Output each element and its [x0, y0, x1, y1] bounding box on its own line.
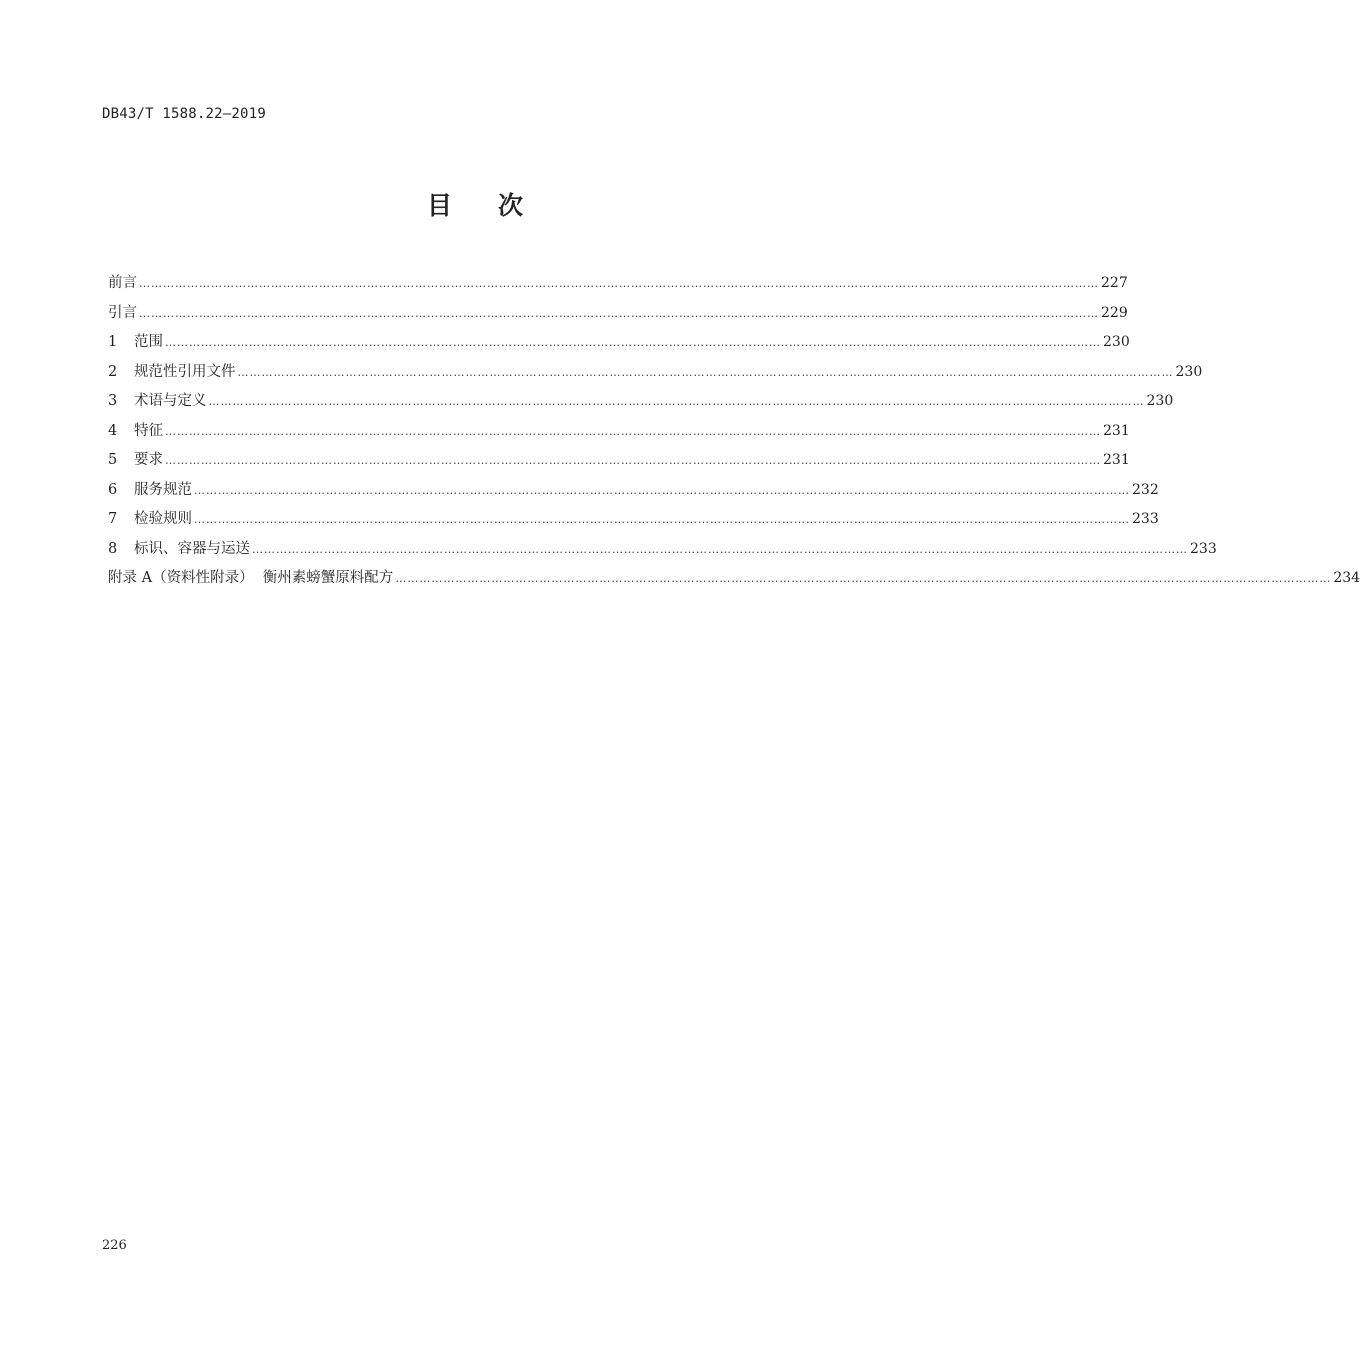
- toc-leader-dots: ………………………………………………………………………………………………………………………………………………………………………………………………………………: [395, 572, 1332, 585]
- toc-leader-dots: ………………………………………………………………………………………………………………………………………………………………………………………………………………: [194, 483, 1130, 497]
- toc-entry-4[interactable]: [108, 420, 1130, 450]
- toc-entry-number: 5: [108, 452, 118, 468]
- toc-entry-label: 服务规范: [134, 481, 192, 498]
- toc-leader-dots: ……………………………………………………………………………………………………………………………………………………………………………………………………………………: [139, 277, 1099, 290]
- toc-entry-number: 2: [108, 363, 118, 380]
- toc-entry-2[interactable]: [108, 361, 1203, 391]
- toc-entry-5[interactable]: [108, 449, 1130, 479]
- toc-entry-page: 234: [1333, 570, 1360, 586]
- toc-entry-number: 3: [108, 393, 118, 409]
- toc-entry-page: 231: [1103, 452, 1130, 468]
- toc-entry-page: 231: [1103, 422, 1130, 439]
- toc-entry-label: 术语与定义: [134, 393, 207, 409]
- toc-entry-introduction[interactable]: [108, 302, 1128, 332]
- toc-leader-dots: ………………………………………………………………………………………………………………………………………………………………………………………………………………: [165, 336, 1101, 349]
- toc-entry-number: 7: [108, 511, 118, 527]
- document-code: DB43/T 1588.22—2019: [102, 106, 266, 122]
- toc-entry-page: 232: [1132, 481, 1159, 498]
- toc-entry-label: 附录 A（资料性附录） 衡州素螃蟹原料配方: [108, 570, 394, 586]
- toc-entry-page: 229: [1101, 304, 1128, 321]
- toc-leader-dots: ………………………………………………………………………………………………………………………………………………………………………………………………………………: [252, 542, 1188, 556]
- toc-entry-page: 233: [1132, 511, 1159, 527]
- toc-leader-dots: ………………………………………………………………………………………………………………………………………………………………………………………………………………: [208, 395, 1145, 408]
- title-char-right: 次: [498, 191, 524, 220]
- toc-entry-number: 6: [108, 481, 118, 498]
- toc-entry-page: 230: [1175, 363, 1203, 380]
- toc-entry-7[interactable]: [108, 508, 1159, 538]
- table-of-contents: [108, 272, 1360, 597]
- page-title: [0, 186, 950, 222]
- toc-entry-number: 4: [108, 422, 118, 439]
- toc-entry-8[interactable]: [108, 538, 1217, 568]
- toc-entry-page: 233: [1190, 540, 1217, 557]
- toc-entry-label: 要求: [134, 452, 163, 468]
- toc-leader-dots: ………………………………………………………………………………………………………………………………………………………………………………………………………………: [165, 424, 1101, 438]
- page-number: 226: [102, 1238, 127, 1253]
- toc-entry-label: 前言: [108, 275, 137, 291]
- toc-entry-6[interactable]: [108, 479, 1159, 509]
- toc-entry-label: 范围: [134, 334, 163, 350]
- toc-entry-3[interactable]: [108, 390, 1174, 420]
- toc-entry-foreword[interactable]: [108, 272, 1128, 302]
- toc-entry-page: 230: [1103, 334, 1130, 350]
- toc-entry-number: 1: [108, 334, 118, 350]
- toc-entry-number: 8: [108, 540, 118, 557]
- toc-entry-label: 特征: [134, 422, 163, 439]
- toc-entry-appendix-a[interactable]: [108, 567, 1360, 597]
- toc-leader-dots: ………………………………………………………………………………………………………………………………………………………………………………………………………………: [165, 454, 1101, 467]
- toc-entry-label: 规范性引用文件: [134, 363, 236, 380]
- toc-entry-1[interactable]: [108, 331, 1130, 361]
- toc-leader-dots: ……………………………………………………………………………………………………………………………………………………………………………………………………………………: [139, 306, 1099, 320]
- toc-entry-label: 标识、容器与运送: [134, 540, 250, 557]
- toc-entry-page: 230: [1146, 393, 1174, 409]
- toc-entry-label: 检验规则: [134, 511, 192, 527]
- toc-entry-label: 引言: [108, 304, 137, 321]
- toc-leader-dots: ………………………………………………………………………………………………………………………………………………………………………………………………………………: [237, 365, 1174, 379]
- toc-entry-page: 227: [1101, 275, 1128, 291]
- toc-leader-dots: ………………………………………………………………………………………………………………………………………………………………………………………………………………: [194, 513, 1130, 526]
- title-char-left: 目: [426, 191, 452, 220]
